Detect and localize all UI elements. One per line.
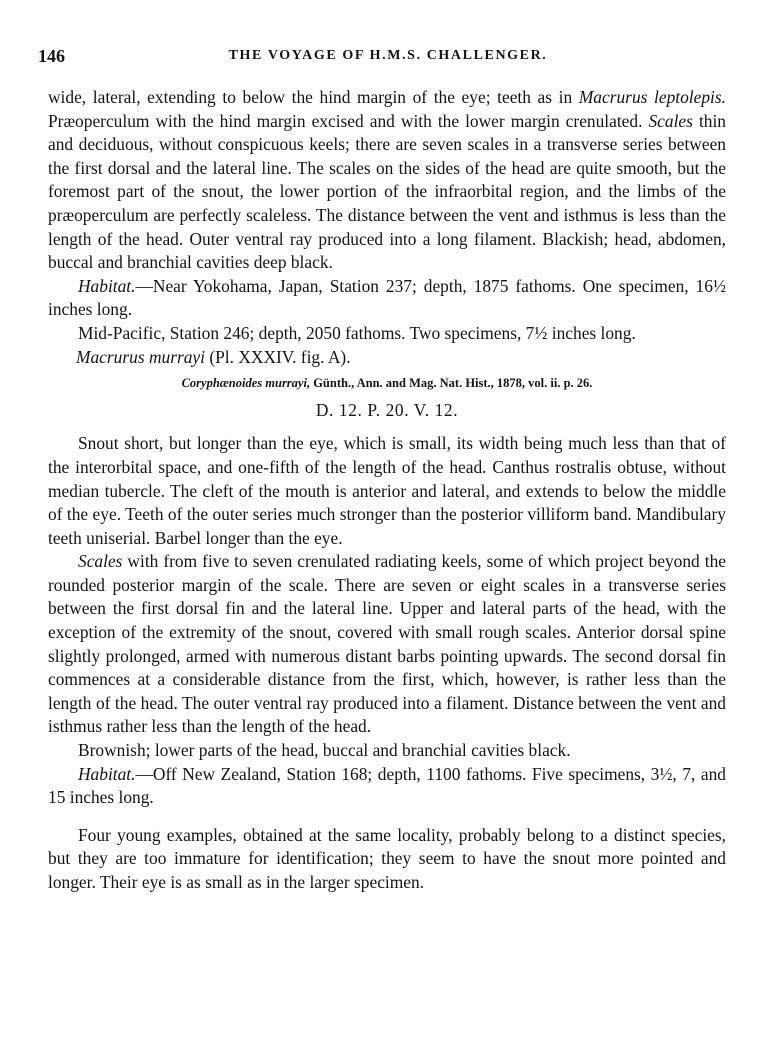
page-body <box>48 86 726 895</box>
description-paragraph-1: Snout short, but longer than the eye, which is small, its width being much less than that of the interorbital space, and one-fifth of the length of the head. Canthus rostralis obtuse, without median tubercle. The cleft of the mouth is anterior and lateral, and extends to below the middle of the eye. Teeth of the outer series much stronger than the posterior villiform band. Mandibulary teeth uniserial. Barbel longer than the eye. <box>48 433 726 548</box>
species-reference: Macrurus leptolepis. <box>578 87 726 107</box>
closing-paragraph: Four young examples, obtained at the same locality, probably belong to a distinct species, but they are too immature for identification; they seem to have the snout more pointed and longer. Their eye is as small as in the larger specimen. <box>48 824 726 892</box>
habitat-text-2: —Off New Zealand, Station 168; depth, 1100 fathoms. Five specimens, 3½, 7, and 15 inches long. <box>48 763 726 808</box>
page-number: 146 <box>38 46 65 66</box>
fin-formula: D. 12. P. 20. V. 12. <box>315 399 459 420</box>
continuation-part-2: Præoperculum with the hind margin excised and with the lower margin crenulated. <box>48 110 649 131</box>
habitat-text: —Near Yokohama, Japan, Station 237; depth, 1875 fathoms. One specimen, 16½ inches long. <box>48 275 726 320</box>
scales-label-2: Scales <box>78 551 123 572</box>
continuation-part-1: wide, lateral, extending to below the hind margin of the eye; teeth as in <box>48 87 579 107</box>
habitat-label: Habitat. <box>78 275 136 296</box>
continuation-paragraph <box>48 86 726 275</box>
page-header <box>38 46 738 70</box>
species-heading <box>48 346 726 370</box>
continuation-part-3: thin and deciduous, without conspicuous keels; there are seven scales in a transverse series between the first dorsal and the lateral line. The scales on the sides of the head are quite smooth, but the foremost part of the snout, the lower portion of the infraorbital region, and the limbs of the præoperculum are perfectly scaleless. The distance between the vent and isthmus is less than the length of the head. Outer ventral ray produced into a long filament. Blackish; head, abdomen, buccal and branchial cavities deep black. <box>48 110 727 273</box>
synonym-line <box>48 372 726 396</box>
synonym-name: Coryphænoides murrayi, <box>181 376 311 391</box>
plate-reference: (Pl. XXXIV. fig. A). <box>204 346 351 367</box>
habitat-paragraph-1 <box>48 275 726 322</box>
habitat-paragraph-1b: Mid-Pacific, Station 246; depth, 2050 fathoms. Two specimens, 7½ inches long. <box>78 322 636 343</box>
colour-paragraph: Brownish; lower parts of the head, buccal and branchial cavities black. <box>78 740 571 761</box>
synonym-reference: Günth., Ann. and Mag. Nat. Hist., 1878, vol. ii. p. 26. <box>310 376 593 391</box>
description-paragraph-2 <box>48 550 726 739</box>
habitat-paragraph-2 <box>48 763 726 810</box>
habitat-label-2: Habitat. <box>78 763 136 784</box>
running-head: THE VOYAGE OF H.M.S. CHALLENGER. <box>228 48 548 63</box>
species-name: Macrurus murrayi <box>76 346 205 367</box>
scales-label: Scales <box>648 110 693 131</box>
description-2-text: with from five to seven crenulated radiating keels, some of which project beyond the rounded posterior margin of the scale. There are seven or eight scales in a transverse series between the first dorsal fin and the lateral line. Upper and lateral parts of the head, with the exception of the extremity of the snout, covered with small rough scales. Anterior dorsal spine slightly prolonged, armed with numerous distant barbs pointing upwards. The second dorsal fin commences at a considerable distance from the first, which, however, is rather less than the length of the head. The outer ventral ray produced into a filament. Distance between the vent and isthmus rather less than the length of the head. <box>48 551 726 737</box>
